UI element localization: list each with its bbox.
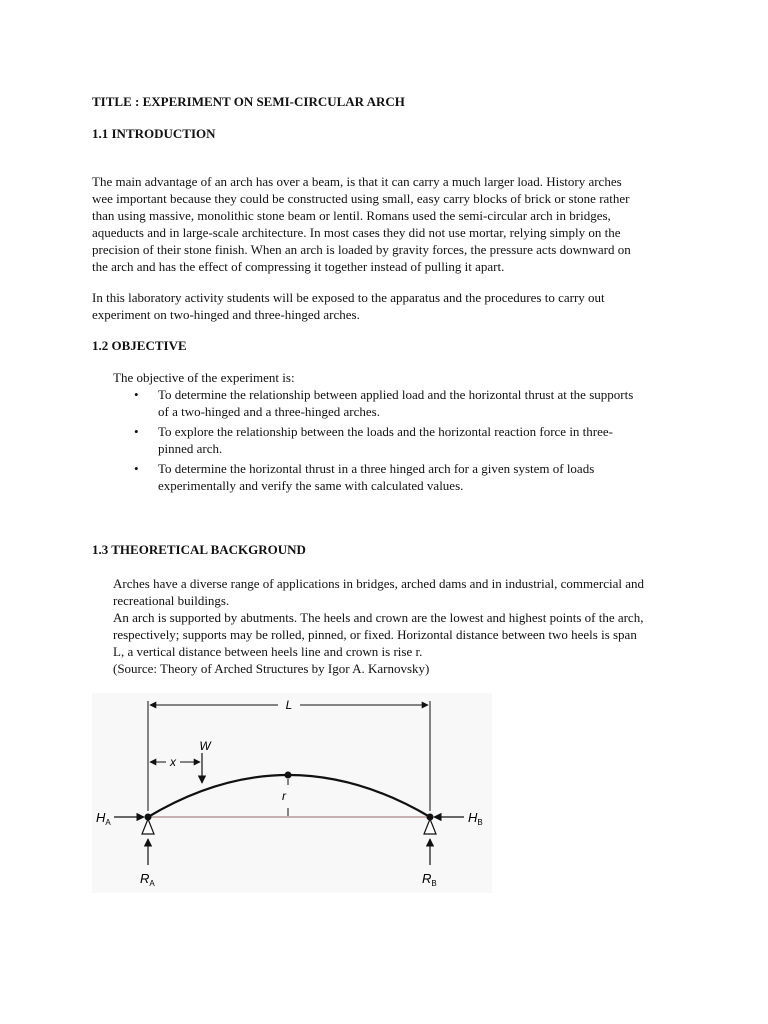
- text-line: pinned arch.: [158, 441, 223, 456]
- text-line: In this laboratory activity students will be exposed to the apparatus and the procedures to carry out: [92, 290, 605, 305]
- list-item: [134, 460, 633, 494]
- document-title: TITLE : EXPERIMENT ON SEMI-CIRCULAR ARCH: [92, 94, 405, 109]
- text-line: of a two-hinged and a three-hinged arches.: [158, 404, 380, 419]
- reaction-label-a: $R_A$: [140, 871, 155, 888]
- text-line: Arches have a diverse range of applications in bridges, arched dams and in industrial, commercial and: [113, 576, 645, 591]
- intro-paragraph-1: [92, 173, 631, 275]
- text-line: To determine the horizontal thrust in a three hinged arch for a given system of loads: [158, 461, 595, 476]
- right-support: [424, 819, 436, 834]
- text-line: To determine the relationship between applied load and the horizontal thrust at the supports: [158, 387, 634, 402]
- text-line: wee important because they could be constructed using small, easy carry blocks of brick or stone rather: [92, 191, 630, 206]
- text-line: To explore the relationship between the loads and the horizontal reaction force in three-: [158, 424, 613, 439]
- text-line: (Source: Theory of Arched Structures by Igor A. Karnovsky): [113, 661, 430, 676]
- text-line: experimentally and verify the same with calculated values.: [158, 478, 464, 493]
- text-line: The main advantage of an arch has over a beam, is that it can carry a much larger load. History arches: [92, 174, 622, 189]
- arch-diagram: [92, 693, 492, 893]
- objective-lead: The objective of the experiment is:: [113, 370, 295, 385]
- text-line: the arch and has the effect of compressing it together instead of pulling it apart.: [92, 259, 505, 274]
- text-line: L, a vertical distance between heels line and crown is rise r.: [113, 644, 423, 659]
- span-label: L: [285, 698, 293, 712]
- objective-bullet-list: [134, 386, 633, 497]
- load-label: W: [199, 739, 211, 753]
- text-line: respectively; supports may be rolled, pinned, or fixed. Horizontal distance between two heels is span: [113, 627, 637, 642]
- text-line: recreational buildings.: [113, 593, 230, 608]
- intro-paragraph-2: [92, 289, 605, 323]
- list-item: [134, 386, 633, 420]
- text-line: aqueducts and in large-scale architecture. In most cases they did not use mortar, relying simply on the: [92, 225, 621, 240]
- x-label: x: [170, 755, 176, 769]
- bullet-icon: •: [134, 461, 139, 476]
- text-line: experiment on two-hinged and three-hinged arches.: [92, 307, 360, 322]
- crown-hinge: [285, 772, 292, 779]
- rise-label: r: [282, 789, 286, 803]
- section-heading-introduction: 1.1 INTRODUCTION: [92, 126, 216, 141]
- text-line: precision of their stone finish. When an arch is loaded by gravity forces, the pressure acts downward on: [92, 242, 631, 257]
- text-line: An arch is supported by abutments. The heels and crown are the lowest and highest points of the arch,: [113, 610, 644, 625]
- bullet-icon: •: [134, 387, 139, 402]
- thrust-label-b: $H_B$: [468, 810, 483, 827]
- section-heading-objective: 1.2 OBJECTIVE: [92, 338, 187, 353]
- arch-diagram-svg: [92, 693, 492, 893]
- bullet-icon: •: [134, 424, 139, 439]
- list-item: [134, 423, 633, 457]
- text-line: than using massive, monolithic stone beam or lentil. Romans used the semi-circular arch in bridges,: [92, 208, 611, 223]
- section-heading-theoretical-background: 1.3 THEORETICAL BACKGROUND: [92, 542, 306, 557]
- arch-curve: [148, 775, 430, 817]
- left-support: [142, 819, 154, 834]
- reaction-label-b: $R_B$: [422, 871, 437, 888]
- thrust-label-a: $H_A$: [96, 810, 111, 827]
- theory-paragraph: [113, 575, 644, 677]
